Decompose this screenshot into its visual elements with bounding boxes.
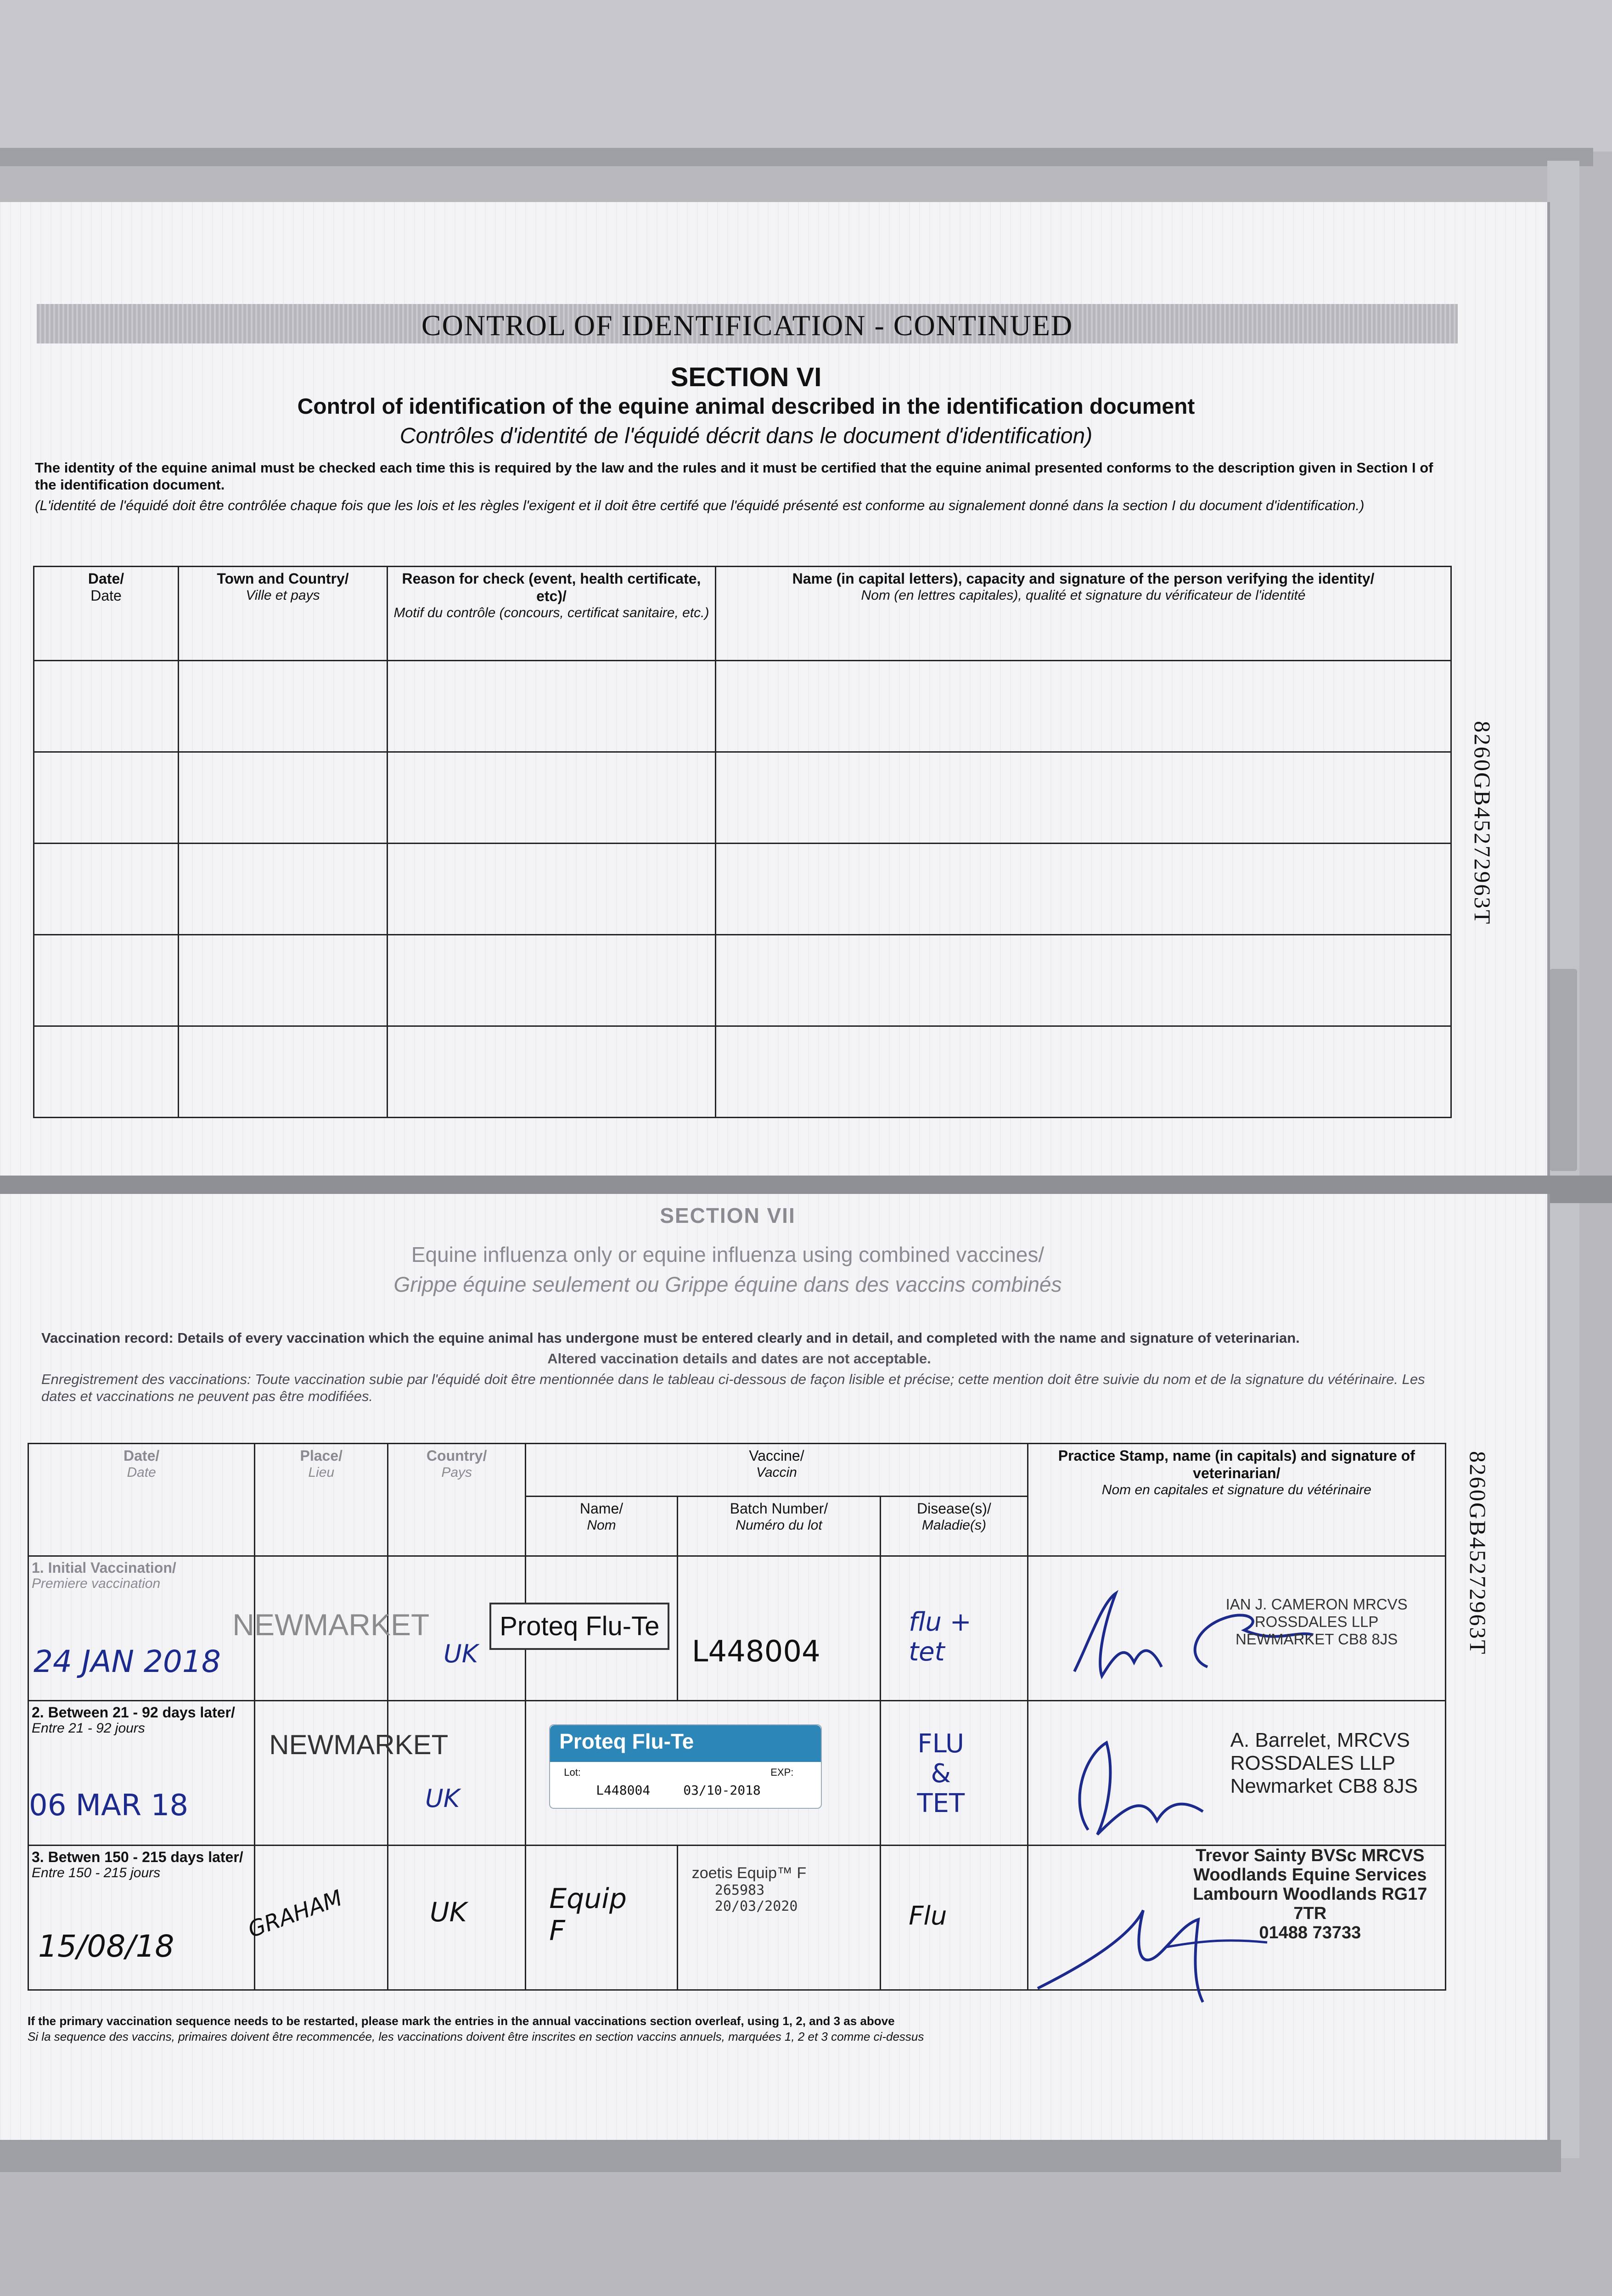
vaccination-date: 15/08/18 (38, 1929, 174, 1964)
cell-date[interactable] (34, 844, 179, 935)
place-stamp: NEWMARKET (269, 1729, 449, 1760)
sticker-lot-value: L448004 (596, 1783, 651, 1798)
cell-verifier[interactable] (716, 1026, 1451, 1118)
section-7-instructions-en: Vaccination record: Details of every vaccination which the equine animal has undergone must be entered clearly and in detail, and completed with the name and signature of veterinarian. (41, 1330, 1300, 1346)
cell-practice-stamp[interactable] (1028, 1556, 1445, 1701)
cell-place[interactable] (245, 1846, 388, 1990)
section-6-instructions-en: The identity of the equine animal must be checked each time this is required by the law and the rules and it must be certified that the equine animal presented conforms to the description given in Section I of the identification document. (35, 460, 1433, 493)
cell-vaccine-name[interactable] (500, 1556, 678, 1701)
place-stamp: NEWMARKET (232, 1608, 430, 1642)
vaccine-name-stamp: Proteq Flu-Te (489, 1603, 669, 1650)
cell-town[interactable] (179, 661, 388, 752)
cell-town[interactable] (179, 1026, 388, 1118)
header-place: Place/ Lieu (255, 1444, 388, 1556)
cell-disease[interactable] (881, 1556, 1028, 1701)
vaccination-table (28, 1443, 1446, 1991)
vaccination-date: 06 MAR 18 (29, 1789, 189, 1823)
table-row (34, 661, 1451, 752)
header-town-country: Town and Country/ Ville et pays (179, 567, 388, 661)
cell-practice-stamp[interactable] (1028, 1701, 1445, 1846)
cell-disease[interactable] (881, 1846, 1028, 1990)
identification-check-table (33, 566, 1452, 1118)
cell-batch-number[interactable] (677, 1556, 880, 1701)
section-7-subtitle-fr: Grippe équine seulement ou Grippe équine dans des vaccins combinés (393, 1272, 1062, 1296)
cell-place[interactable] (232, 1556, 430, 1701)
vaccine-name-handwritten: Equip F (549, 1883, 627, 1947)
vaccination-date: 24 JAN 2018 (34, 1644, 221, 1679)
section-7-instructions-note: Altered vaccination details and dates are not acceptable. (547, 1351, 931, 1367)
header-practice-stamp: Practice Stamp, name (in capitals) and signature of veterinarian/ Nom en capitales et signature du vétérinaire (1028, 1444, 1445, 1556)
zoetis-label (692, 1864, 806, 1914)
table-row (34, 1026, 1451, 1118)
header-batch-number: Batch Number/ Numéro du lot (677, 1497, 880, 1556)
scanner-background (0, 0, 1612, 152)
cell-verifier[interactable] (716, 661, 1451, 752)
banner-title: CONTROL OF IDENTIFICATION - CONTINUED (421, 309, 1073, 342)
disease-handwritten: FLU & TET (917, 1729, 965, 1818)
cell-date[interactable]: 2. Between 21 - 92 days later/ Entre 21 - 92 jours 06 MAR 18 (28, 1701, 255, 1846)
footer-note-fr: Si la sequence des vaccins, primaires doivent être recommencée, les vaccinations doivent être inscrites en section vaccins annuels, marquées 1, 2 et 3 comme ci-dessus (28, 2030, 924, 2043)
section-7-subtitle-en: Equine influenza only or equine influenza using combined vaccines/ (411, 1243, 1045, 1266)
section-6-instructions-fr: (L'identité de l'équidé doit être contrôlée chaque fois que les lois et les règles l'exigent et il doit être certifé que l'équidé présenté est conforme au signalement donné dans la section I du document d'identification.) (35, 497, 1365, 513)
cell-reason[interactable] (388, 1026, 716, 1118)
cell-verifier[interactable] (716, 935, 1451, 1026)
country-handwritten: UK (425, 1784, 460, 1813)
cell-vaccine-label[interactable] (526, 1701, 881, 1846)
table-row (28, 1846, 1446, 1990)
cell-verifier[interactable] (716, 752, 1451, 844)
section-7-title: SECTION VII (660, 1204, 796, 1227)
sticker-exp-value: 03/10-2018 (683, 1783, 761, 1798)
practice-stamp: IAN J. CAMERON MRCVS ROSSDALES LLP NEWMARKET CB8 8JS (1225, 1596, 1408, 1648)
section-6-title: SECTION VI (670, 362, 822, 392)
passport-number-bottom: 8260GB45272963T (1465, 1451, 1491, 1655)
cell-country[interactable] (388, 1846, 526, 1990)
cell-vaccine-name[interactable] (526, 1846, 678, 1990)
cell-batch-number[interactable] (677, 1846, 880, 1990)
table-row (34, 752, 1451, 844)
sticker-exp-label: EXP: (770, 1767, 794, 1778)
header-disease: Disease(s)/ Maladie(s) (881, 1497, 1028, 1556)
header-vaccine-name: Name/ Nom (526, 1497, 678, 1556)
practice-stamp: A. Barrelet, MRCVS ROSSDALES LLP Newmarket CB8 8JS (1230, 1729, 1418, 1797)
cell-date[interactable] (34, 661, 179, 752)
cell-date[interactable]: 3. Betwen 150 - 215 days later/ Entre 150 - 215 jours 15/08/18 (28, 1846, 255, 1990)
header-date: Date/ Date (28, 1444, 255, 1556)
table-row (28, 1701, 1446, 1846)
section-7-instructions-fr: Enregistrement des vaccinations: Toute vaccination subie par l'équidé doit être mentionnée dans le tableau ci-dessous de façon lisible et précise; cette mention doit être suivie du nom et de la signature du vétérinaire. Les dates et vaccinations ne peuvent pas être modifiées. (41, 1371, 1425, 1404)
page-bottom-edge (0, 2140, 1561, 2172)
cell-practice-stamp[interactable] (1028, 1846, 1445, 1990)
table-row (28, 1556, 1446, 1701)
place-handwritten: GRAHAM (245, 1885, 346, 1943)
cell-town[interactable] (179, 844, 388, 935)
section-6-subtitle-fr: Contrôles d'identité de l'équidé décrit dans le document d'identification) (399, 424, 1093, 448)
cell-disease[interactable] (881, 1701, 1028, 1846)
zoetis-exp: 20/03/2020 (714, 1898, 798, 1914)
sticker-lot-label: Lot: (564, 1767, 581, 1778)
header-reason: Reason for check (event, health certificate, etc)/ Motif du contrôle (concours, certificat sanitaire, etc.) (388, 567, 716, 661)
cell-date[interactable] (34, 935, 179, 1026)
zoetis-brand: zoetis Equip™ F (691, 1864, 807, 1882)
table-row (34, 935, 1451, 1026)
cell-date[interactable] (34, 1026, 179, 1118)
header-verifier: Name (in capital letters), capacity and signature of the person verifying the identity/ Nom (en lettres capitales), qualité et signature du vérificateur de l'identité (716, 567, 1451, 661)
table-header-row (34, 567, 1451, 661)
cell-reason[interactable] (388, 752, 716, 844)
header-date: Date/ Date (34, 567, 179, 661)
table-row (34, 844, 1451, 935)
disease-handwritten: Flu (909, 1901, 947, 1931)
table-header-row (28, 1444, 1446, 1497)
vaccine-sticker (549, 1724, 822, 1809)
header-country: Country/ Pays (388, 1444, 526, 1556)
country-handwritten: UK (430, 1896, 467, 1928)
passport-number-top: 8260GB45272963T (1470, 721, 1495, 925)
plastic-sleeve-edge (0, 148, 1593, 166)
cell-town[interactable] (179, 752, 388, 844)
cell-reason[interactable] (388, 661, 716, 752)
cell-reason[interactable] (388, 935, 716, 1026)
cell-verifier[interactable] (716, 844, 1451, 935)
disease-handwritten: flu + tet (909, 1607, 972, 1667)
signature-icon (1028, 1883, 1286, 2007)
cell-date[interactable]: 1. Initial Vaccination/ Premiere vaccination 24 JAN 2018 (28, 1556, 255, 1701)
cell-town[interactable] (179, 935, 388, 1026)
section-6-subtitle-en: Control of identification of the equine animal described in the identification document (297, 394, 1195, 419)
zoetis-lot: 265983 (714, 1882, 765, 1898)
sticker-brand: Proteq Flu-Te (550, 1725, 821, 1762)
cell-country[interactable] (388, 1701, 526, 1846)
country-handwritten: UK (444, 1639, 478, 1668)
header-vaccine: Vaccine/ Vaccin (526, 1444, 1028, 1497)
sleeve-tab (1550, 969, 1577, 1171)
practice-stamp: Trevor Sainty BVSc MRCVS Woodlands Equine Services Lambourn Woodlands RG17 7TR 01488 73733 (1193, 1846, 1427, 1942)
footer-note-en: If the primary vaccination sequence needs to be restarted, please mark the entries in the annual vaccinations section overleaf, using 1, 2, and 3 as above (28, 2014, 895, 2028)
batch-number-handwritten: L448004 (691, 1635, 820, 1669)
cell-reason[interactable] (388, 844, 716, 935)
cell-date[interactable] (34, 752, 179, 844)
